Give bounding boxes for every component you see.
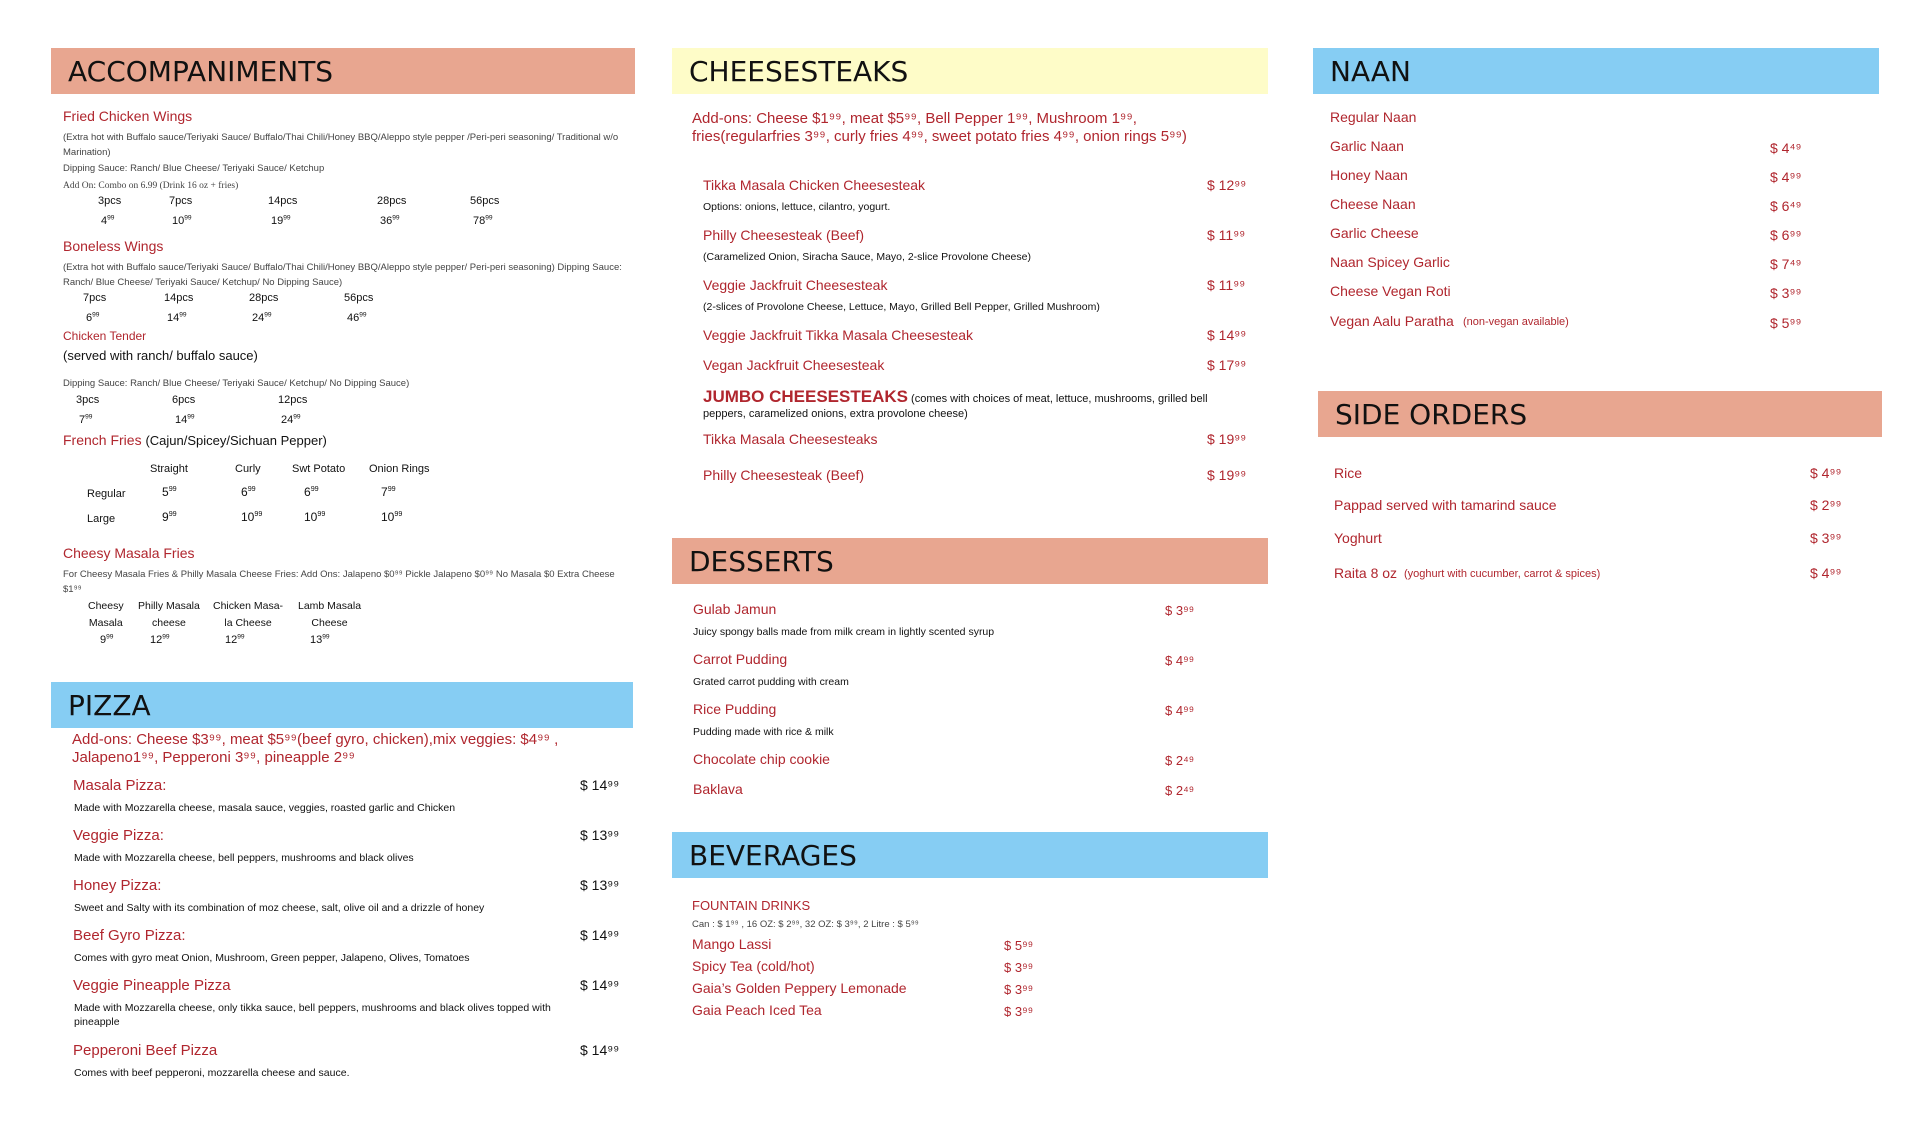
item-desc: Grated carrot pudding with cream [693,676,849,688]
column-header [298,598,361,632]
beverages-header [672,832,1268,878]
item-name: Fried Chicken Wings [63,108,193,124]
column-header [213,598,283,632]
item-note: (yoghurt with cucumber, carrot & spices) [1404,568,1601,580]
item-price: $ 6⁹⁹ [1770,227,1802,243]
size-label: 28pcs [377,195,407,207]
item-name: Gaia Peach Iced Tea [692,1002,822,1018]
item-name: Veggie Jackfruit Tikka Masala Cheesesteak [703,327,974,343]
column-header [88,598,124,632]
item-note: (non-vegan available) [1463,316,1569,328]
item-desc: For Cheesy Masala Fries & Philly Masala Cheese Fries: Add Ons: Jalapeno $0⁹⁹ Pickle Jalapeno $0⁹⁹ No Masala $0 Extra Cheese $1⁹⁹ [63,569,615,595]
item-name: Cheese Naan [1330,196,1416,212]
cell-price: $9^{99}$ [162,509,177,524]
size-label: 6pcs [172,394,196,406]
item-name: Pepperoni Beef Pizza [73,1042,218,1059]
dipping-note: Dipping Sauce: Ranch/ Blue Cheese/ Teriyaki Sauce/ Ketchup [63,163,325,174]
item-name: French Fries [63,432,142,448]
pizza-addons: Add-ons: Cheese $3⁹⁹, meat $5⁹⁹(beef gyro, chicken),mix veggies: $4⁹⁹ , Jalapeno1⁹⁹, Pepperoni 3⁹⁹, pineapple 2⁹⁹ [72,731,559,766]
item-desc: Made with Mozzarella cheese, bell peppers, mushrooms and black olives [74,852,414,864]
size-price: $46^{99}$ [347,311,367,324]
size-price: $6^{99}$ [86,311,100,324]
item-name: Spicy Tea (cold/hot) [692,958,815,974]
item-desc: Made with Mozzarella cheese, masala sauce, veggies, roasted garlic and Chicken [74,802,456,814]
section-title: SIDE ORDERS [1335,397,1528,431]
item-name: Pappad served with tamarind sauce [1334,497,1557,513]
item-name: Rice Pudding [693,701,777,717]
item-desc: (Extra hot with Buffalo sauce/Teriyaki Sauce/ Buffalo/Thai Chili/Honey BBQ/Aleppo style pepper /Peri-peri seasoning/ Traditional w/o Marination) [63,132,619,158]
item-price: $ 6⁴⁹ [1770,198,1802,214]
item-name: Vegan Aalu Paratha [1330,313,1454,329]
cell-price: $5^{99}$ [162,484,177,499]
item-name: Gulab Jamun [693,601,777,617]
size-label: 7pcs [169,195,193,207]
item-price: $ 14⁹⁹ [580,777,620,793]
size-label: 3pcs [98,195,122,207]
item-price: $ 19⁹⁹ [1207,467,1247,483]
item-name: Veggie Pineapple Pizza [73,977,231,994]
section-title: DESSERTS [689,544,834,578]
item-price: $ 13⁹⁹ [580,877,620,893]
item-price: $ 4⁹⁹ [1770,169,1802,185]
item-desc: Made with Mozzarella cheese, only tikka sauce, bell peppers, mushrooms and black olives topped with pineapple [74,1002,551,1028]
size-label: 56pcs [344,292,374,304]
item-name: Vegan Jackfruit Cheesesteak [703,357,885,373]
column-header: Straight [150,463,188,475]
item-name: Baklava [693,781,743,797]
item-price: $ 3⁹⁹ [1004,1004,1034,1019]
item-name: Yoghurt [1334,530,1382,546]
item-name: Boneless Wings [63,238,164,254]
cheesesteaks-header [672,48,1268,94]
column-header [138,598,200,632]
item-name: Garlic Naan [1330,138,1404,154]
item-name: Cheese Vegan Roti [1330,283,1451,299]
pizza-header [51,682,633,728]
item-name: Raita 8 oz [1334,565,1398,581]
item-price: $ 2⁴⁹ [1165,753,1195,768]
item-price: $ 5⁹⁹ [1004,938,1034,953]
item-desc: (Cajun/Spicey/Sichuan Pepper) [145,433,327,448]
size-price: $7^{99}$ [79,413,93,426]
item-price: $ 17⁹⁹ [1207,357,1247,373]
size-price: $78^{99}$ [473,214,493,227]
item-name: Veggie Jackfruit Cheesesteak [703,277,888,293]
cell-price: $12^{99}$ [225,633,245,646]
cell-price: $13^{99}$ [310,633,330,646]
item-price: $ 11⁹⁹ [1207,227,1246,243]
item-price: $ 14⁹⁹ [580,1042,620,1058]
size-price: $36^{99}$ [380,214,400,227]
item-price: $ 14⁹⁹ [580,977,620,993]
jumbo-desc: (comes with choices of meat, lettuce, mushrooms, grilled bell peppers, caramelized onions, extra provolone cheese) [703,393,1208,420]
item-price: $ 13⁹⁹ [580,827,620,843]
column-header-line: Philly Masala [138,600,200,612]
dipping-note: Dipping Sauce: Ranch/ Blue Cheese/ Teriyaki Sauce/ Ketchup/ No Dipping Sauce) [63,378,410,389]
item-price: $ 2⁴⁹ [1165,783,1195,798]
item-name: Cheesy Masala Fries [63,545,195,561]
cell-price: $10^{99}$ [241,509,263,524]
item-name: Philly Cheesesteak (Beef) [703,467,865,483]
item-name: Regular Naan [1330,109,1417,125]
item-desc: Pudding made with rice & milk [693,726,834,738]
column-header-line: cheese [152,617,186,629]
size-label: 28pcs [249,292,279,304]
size-price: $19^{99}$ [271,214,291,227]
row-label: Large [87,513,116,525]
size-price: $24^{99}$ [252,311,272,324]
cell-price: $6^{99}$ [241,484,256,499]
accompaniments-header [51,48,635,94]
item-desc: Sweet and Salty with its combination of moz cheese, salt, olive oil and a drizzle of honey [74,902,485,914]
addon-note: Add On: Combo on 6.99 (Drink 16 oz + fries) [63,181,239,191]
column-header-line: Cheesy [88,600,124,612]
item-desc: (Extra hot with Buffalo sauce/Teriyaki Sauce/ Buffalo/Thai Chili/Honey BBQ/Aleppo style pepper/ Peri-peri seasoning) Dipping Sauce: Ranch/ Blue Cheese/ Teriyaki Sauce/ Ketchup/ No Dipping Sauce) [63,262,622,288]
item-name: Gaia’s Golden Peppery Lemonade [692,980,907,996]
section-title: ACCOMPANIMENTS [68,54,334,88]
column-header: Curly [235,463,261,475]
row-label: Regular [87,488,126,500]
jumbo-title: JUMBO CHEESESTEAKS [703,387,908,406]
size-price: $4^{99}$ [101,214,115,227]
column-header-line: Lamb Masala [298,600,362,612]
item-price: $ 5⁹⁹ [1770,315,1802,331]
item-price: $ 12⁹⁹ [1207,177,1247,193]
cell-price: $10^{99}$ [304,509,326,524]
size-price: $10^{99}$ [172,214,192,227]
item-price: $ 3⁹⁹ [1004,982,1034,997]
item-name: Naan Spicey Garlic [1330,254,1450,270]
item-name: Philly Cheesesteak (Beef) [703,227,865,243]
item-name: Garlic Cheese [1330,225,1419,241]
item-price: $ 4⁹⁹ [1810,465,1842,481]
item-name: Chocolate chip cookie [693,751,830,767]
item-price: $ 14⁹⁹ [1207,327,1247,343]
size-price: $24^{99}$ [281,413,301,426]
item-desc: (served with ranch/ buffalo sauce) [63,348,258,363]
item-price: $ 3⁹⁹ [1004,960,1034,975]
side-orders-header [1318,391,1882,437]
size-label: 14pcs [268,195,298,207]
section-title: CHEESESTEAKS [689,54,909,88]
item-desc: Comes with beef pepperoni, mozzarella cheese and sauce. [74,1067,350,1079]
column-header-line: Cheese [311,617,348,629]
item-desc: Comes with gyro meat Onion, Mushroom, Green pepper, Jalapeno, Olives, Tomatoes [74,952,470,964]
item-price: $ 11⁹⁹ [1207,277,1246,293]
item-name: Masala Pizza: [73,777,167,794]
size-label: 56pcs [470,195,500,207]
item-name: Tikka Masala Cheesesteaks [703,431,878,447]
column-header-line: Chicken Masa- [213,600,284,612]
item-price: $ 4⁹⁹ [1165,703,1195,718]
item-name: Carrot Pudding [693,651,788,667]
item-price: $ 3⁹⁹ [1810,530,1842,546]
section-title: BEVERAGES [689,838,857,872]
column-header: Onion Rings [369,463,430,475]
size-label: 14pcs [164,292,194,304]
fries-line [63,432,327,448]
item-price: $ 4⁹⁹ [1165,653,1195,668]
fountain-sizes: Can : $ 1⁹⁹ , 16 OZ: $ 2⁹⁹, 32 OZ: $ 3⁹⁹, 2 Litre : $ 5⁹⁹ [692,919,919,930]
item-desc: Options: onions, lettuce, cilantro, yogurt. [703,201,891,213]
item-name: Mango Lassi [692,936,772,952]
item-desc: Juicy spongy balls made from milk cream in lightly scented syrup [693,626,995,638]
item-desc: (2-slices of Provolone Cheese, Lettuce, Mayo, Grilled Bell Pepper, Grilled Mushroom) [703,301,1100,313]
section-title: NAAN [1330,54,1411,88]
item-price: $ 7⁴⁹ [1770,256,1802,272]
item-price: $ 2⁹⁹ [1810,497,1842,513]
item-name: Rice [1334,465,1363,481]
cell-price: $9^{99}$ [100,633,114,646]
item-name: Beef Gyro Pizza: [73,927,186,944]
item-price: $ 3⁹⁹ [1770,285,1802,301]
item-price: $ 4⁴⁹ [1770,140,1802,156]
cell-price: $12^{99}$ [150,633,170,646]
item-price: $ 3⁹⁹ [1165,603,1195,618]
item-name: Tikka Masala Chicken Cheesesteak [703,177,926,193]
section-title: PIZZA [68,688,151,722]
column-header-line: la Cheese [224,617,272,629]
fountain-title: FOUNTAIN DRINKS [692,898,811,913]
desserts-header [672,538,1268,584]
column-header: Swt Potato [292,463,346,475]
item-desc: (Caramelized Onion, Siracha Sauce, Mayo, 2-slice Provolone Cheese) [703,251,1031,263]
item-name: Chicken Tender [63,329,147,343]
size-label: 12pcs [278,394,308,406]
item-name: Honey Pizza: [73,877,162,894]
item-name: Honey Naan [1330,167,1408,183]
item-name: Veggie Pizza: [73,827,164,844]
size-label: 7pcs [83,292,107,304]
cell-price: $10^{99}$ [381,509,403,524]
naan-header [1313,48,1879,94]
item-price: $ 4⁹⁹ [1810,565,1842,581]
jumbo-block [703,389,1223,422]
size-price: $14^{99}$ [167,311,187,324]
cell-price: $7^{99}$ [381,484,396,499]
size-label: 3pcs [76,394,100,406]
cheesesteaks-addons: Add-ons: Cheese $1⁹⁹, meat $5⁹⁹, Bell Pepper 1⁹⁹, Mushroom 1⁹⁹, fries(regularfries 3⁹⁹, curly fries 4⁹⁹, sweet potato fries 4⁹⁹, onion rings 5⁹⁹) [692,110,1187,145]
item-price: $ 19⁹⁹ [1207,431,1247,447]
item-price: $ 14⁹⁹ [580,927,620,943]
size-price: $14^{99}$ [175,413,195,426]
column-header-line: Masala [88,617,123,629]
cell-price: $6^{99}$ [304,484,319,499]
